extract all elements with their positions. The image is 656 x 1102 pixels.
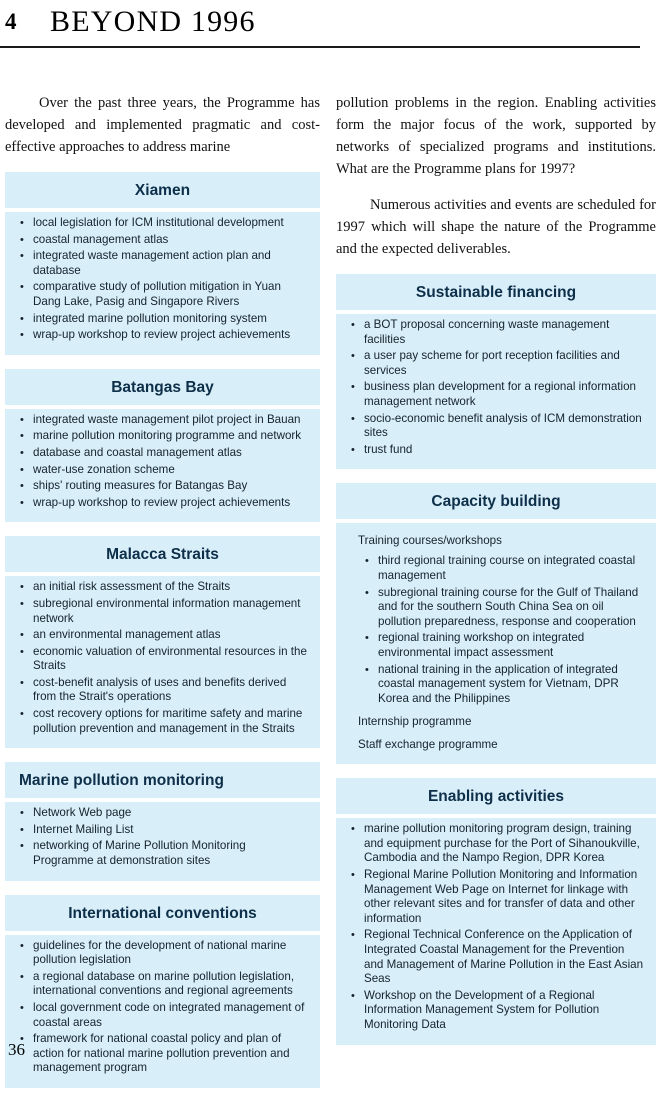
box-item-list: [5, 212, 320, 343]
page-header: [0, 0, 656, 52]
list-item: • Regional Marine Pollution Monitoring and Information Management Web Page on Internet for linkage with other relevant sites and for transfer of data and other information: [348, 868, 644, 926]
list-item: • national training in the application of integrated coastal management system for Vietnam, DPR Korea and the Philippines: [362, 663, 644, 707]
list-item: • local government code on integrated management of coastal areas: [17, 1001, 308, 1030]
right-column: [336, 92, 656, 1059]
list-item: • wrap-up workshop to review project achievements: [17, 496, 308, 511]
box-title: Capacity building: [431, 493, 561, 511]
list-item: • framework for national coastal policy and plan of action for national marine pollution prevention and management program: [17, 1032, 308, 1076]
list-item: • regional training workshop on integrated environmental impact assessment: [362, 631, 644, 660]
box-item-list: [5, 802, 320, 868]
box-item-list: [336, 818, 656, 1032]
list-item: • local legislation for ICM institutional development: [17, 216, 308, 231]
box-marine-pollution-monitoring: [5, 762, 320, 880]
box-item-list: [336, 314, 656, 457]
list-item: • coastal management atlas: [17, 233, 308, 248]
box-title: Malacca Straits: [106, 546, 219, 564]
box-item-list: [5, 576, 320, 736]
subheading-training-courses: Training courses/workshops: [358, 534, 502, 548]
list-item: • a user pay scheme for port reception facilities and services: [348, 349, 644, 378]
subheading-staff-exchange-programme: Staff exchange programme: [358, 738, 498, 752]
list-item: • integrated waste management action plan and database: [17, 249, 308, 278]
list-item: • database and coastal management atlas: [17, 446, 308, 461]
list-item: • subregional environmental information management network: [17, 597, 308, 626]
chapter-number: 4: [5, 9, 17, 34]
box-title: International conventions: [68, 904, 257, 922]
list-item: • an environmental management atlas: [17, 628, 308, 643]
subheading-internship-programme: Internship programme: [358, 715, 472, 729]
list-item: • trust fund: [348, 443, 644, 458]
list-item: • subregional training course for the Gulf of Thailand and for the southern South China Sea on oil pollution preparedness, response and cooperation: [362, 586, 644, 630]
page-title: BEYOND 1996: [50, 5, 256, 38]
box-title: Batangas Bay: [111, 378, 214, 396]
box-item-list: [336, 550, 656, 706]
box-sustainable-financing: [336, 274, 656, 469]
list-item: • economic valuation of environmental resources in the Straits: [17, 645, 308, 674]
list-item: • water-use zonation scheme: [17, 463, 308, 478]
list-item: • Workshop on the Development of a Regional Information Management System for Pollution Monitoring Data: [348, 989, 644, 1033]
list-item: • business plan development for a regional information management network: [348, 380, 644, 409]
intro-paragraph-right-2: Numerous activities and events are scheduled for 1997 which will shape the nature of the Programme and the expected deliverables.: [336, 197, 656, 257]
list-item: • comparative study of pollution mitigation in Yuan Dang Lake, Pasig and Singapore Rivers: [17, 280, 308, 309]
box-item-list: [5, 935, 320, 1076]
list-item: • cost-benefit analysis of uses and benefits derived from the Strait's operations: [17, 676, 308, 705]
list-item: • marine pollution monitoring program design, training and equipment purchase for the Port of Sihanoukville, Cambodia and the Nampo Region, DPR Korea: [348, 822, 644, 866]
page-number: 36: [8, 1040, 25, 1059]
list-item: • cost recovery options for maritime safety and marine pollution prevention and management in the Straits: [17, 707, 308, 736]
list-item: • a regional database on marine pollution legislation, international conventions and regional agreements: [17, 970, 308, 999]
header-divider: [0, 46, 640, 48]
box-item-list: [5, 409, 320, 511]
list-item: • integrated marine pollution monitoring system: [17, 312, 308, 327]
list-item: • networking of Marine Pollution Monitoring Programme at demonstration sites: [17, 839, 308, 868]
intro-paragraph-right-1: pollution problems in the region. Enabling activities form the major focus of the work, supported by networks of specialized programs and institutions. What are the Programme plans for 1997?: [336, 95, 656, 177]
box-malacca-straits: [5, 536, 320, 748]
box-batangas-bay: [5, 369, 320, 523]
list-item: • ships' routing measures for Batangas Bay: [17, 479, 308, 494]
box-title: Xiamen: [134, 182, 191, 199]
list-item: • wrap-up workshop to review project achievements: [17, 328, 308, 343]
box-xiamen: [5, 172, 320, 355]
intro-paragraph-left: Over the past three years, the Programme has developed and implemented pragmatic and cost-effective approaches to address marine: [5, 95, 320, 155]
list-item: • socio-economic benefit analysis of ICM demonstration sites: [348, 412, 644, 441]
list-item: • an initial risk assessment of the Straits: [17, 580, 308, 595]
list-item: • marine pollution monitoring programme and network: [17, 429, 308, 444]
box-enabling-activities: [336, 778, 656, 1044]
list-item: • Internet Mailing List: [17, 823, 308, 838]
list-item: • Regional Technical Conference on the Application of Integrated Coastal Management for the Prevention and Management of Marine Pollution in the East Asian Seas: [348, 928, 644, 986]
box-international-conventions: [5, 895, 320, 1088]
list-item: • third regional training course on integrated coastal management: [362, 554, 644, 583]
box-title: Enabling activities: [427, 788, 565, 806]
box-title: Sustainable financing: [415, 284, 577, 301]
list-item: • a BOT proposal concerning waste management facilities: [348, 318, 644, 347]
box-title: Marine pollution monitoring: [19, 772, 224, 790]
list-item: • Network Web page: [17, 806, 308, 821]
list-item: • integrated waste management pilot project in Bauan: [17, 413, 308, 428]
list-item: • guidelines for the development of national marine pollution legislation: [17, 939, 308, 968]
box-capacity-building: [336, 483, 656, 764]
left-column: [5, 92, 320, 1102]
